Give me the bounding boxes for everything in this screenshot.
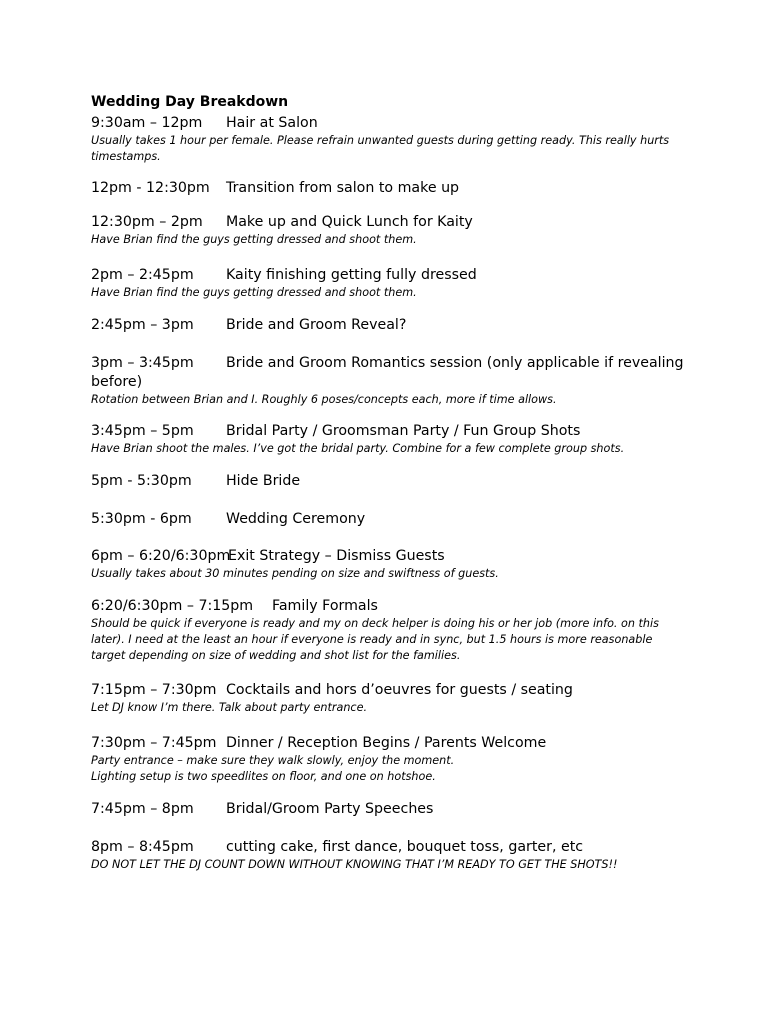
entry-description: Kaity finishing getting fully dressed (226, 267, 477, 283)
schedule-entry (91, 733, 691, 785)
schedule-entry (91, 680, 691, 716)
schedule-entry (91, 799, 691, 819)
entry-time: 7:15pm – 7:30pm (91, 682, 217, 698)
entry-time: 8pm – 8:45pm (91, 839, 194, 855)
schedule-entry (91, 178, 691, 198)
schedule-entry (91, 471, 691, 491)
page-title: Wedding Day Breakdown (91, 94, 289, 110)
entry-time: 6:20/6:30pm – 7:15pm (91, 598, 254, 614)
entry-description: Hide Bride (226, 473, 301, 489)
entry-time: 5:30pm - 6pm (91, 511, 192, 527)
entry-note: Usually takes 1 hour per female. Please refrain unwanted guests during getting ready. This really hurts (91, 134, 670, 147)
entry-time: 5pm - 5:30pm (91, 473, 192, 489)
entry-time: 2:45pm – 3pm (91, 317, 194, 333)
entry-time: 12:30pm – 2pm (91, 214, 203, 230)
entry-note: target depending on size of wedding and shot list for the families. (91, 649, 461, 662)
entry-note: DO NOT LET THE DJ COUNT DOWN WITHOUT KNOWING THAT I’M READY TO GET THE SHOTS!! (91, 858, 618, 871)
schedule-entry (91, 596, 691, 664)
schedule-entry (91, 353, 691, 408)
entry-description: Wedding Ceremony (226, 511, 366, 527)
schedule-entry (91, 315, 691, 335)
entry-description: Transition from salon to make up (226, 180, 460, 196)
entry-time: 12pm - 12:30pm (91, 180, 210, 196)
entry-note: Usually takes about 30 minutes pending on size and swiftness of guests. (91, 567, 499, 580)
entry-description: Family Formals (272, 598, 378, 614)
entry-time: 9:30am – 12pm (91, 115, 203, 131)
entry-description: Cocktails and hors d’oeuvres for guests / seating (226, 682, 573, 698)
entry-time: 6pm – 6:20/6:30pm (91, 548, 231, 564)
schedule-entry (91, 421, 691, 457)
entry-description: Bride and Groom Romantics session (only applicable if revealing (226, 355, 684, 371)
entry-note: Lighting setup is two speedlites on floor, and one on hotshoe. (91, 770, 436, 783)
schedule-entry (91, 546, 691, 582)
entry-description: Bride and Groom Reveal? (226, 317, 407, 333)
schedule-entry (91, 837, 691, 873)
entry-time: 7:45pm – 8pm (91, 801, 194, 817)
entry-description: Bridal/Groom Party Speeches (226, 801, 434, 817)
entry-description: Exit Strategy – Dismiss Guests (228, 548, 445, 564)
entry-time: 3pm – 3:45pm (91, 355, 194, 371)
entry-description: Dinner / Reception Begins / Parents Welcome (226, 735, 547, 751)
entry-description-continued: before) (91, 374, 143, 390)
entry-time: 3:45pm – 5pm (91, 423, 194, 439)
entry-note: Have Brian find the guys getting dressed and shoot them. (91, 233, 417, 246)
entry-note: Have Brian shoot the males. I’ve got the bridal party. Combine for a few complete group shots. (91, 442, 625, 455)
entry-time: 2pm – 2:45pm (91, 267, 194, 283)
schedule-entry (91, 113, 691, 165)
entry-time: 7:30pm – 7:45pm (91, 735, 217, 751)
schedule-entry (91, 265, 691, 301)
entry-note: timestamps. (91, 150, 161, 163)
entry-note: Let DJ know I’m there. Talk about party entrance. (91, 701, 368, 714)
entry-description: Make up and Quick Lunch for Kaity (226, 214, 473, 230)
schedule-entry (91, 509, 691, 529)
schedule-entry (91, 212, 691, 248)
entry-note: Should be quick if everyone is ready and my on deck helper is doing his or her job (more info. on this (91, 617, 659, 630)
entry-note: Rotation between Brian and I. Roughly 6 poses/concepts each, more if time allows. (91, 393, 557, 406)
entry-description: Hair at Salon (226, 115, 318, 131)
entry-description: Bridal Party / Groomsman Party / Fun Group Shots (226, 423, 581, 439)
entry-note: later). I need at the least an hour if everyone is ready and in sync, but 1.5 hours is more reasonable (91, 633, 653, 646)
entry-note: Have Brian find the guys getting dressed and shoot them. (91, 286, 417, 299)
entry-note: Party entrance – make sure they walk slowly, enjoy the moment. (91, 754, 455, 767)
entry-description: cutting cake, first dance, bouquet toss, garter, etc (226, 839, 584, 855)
